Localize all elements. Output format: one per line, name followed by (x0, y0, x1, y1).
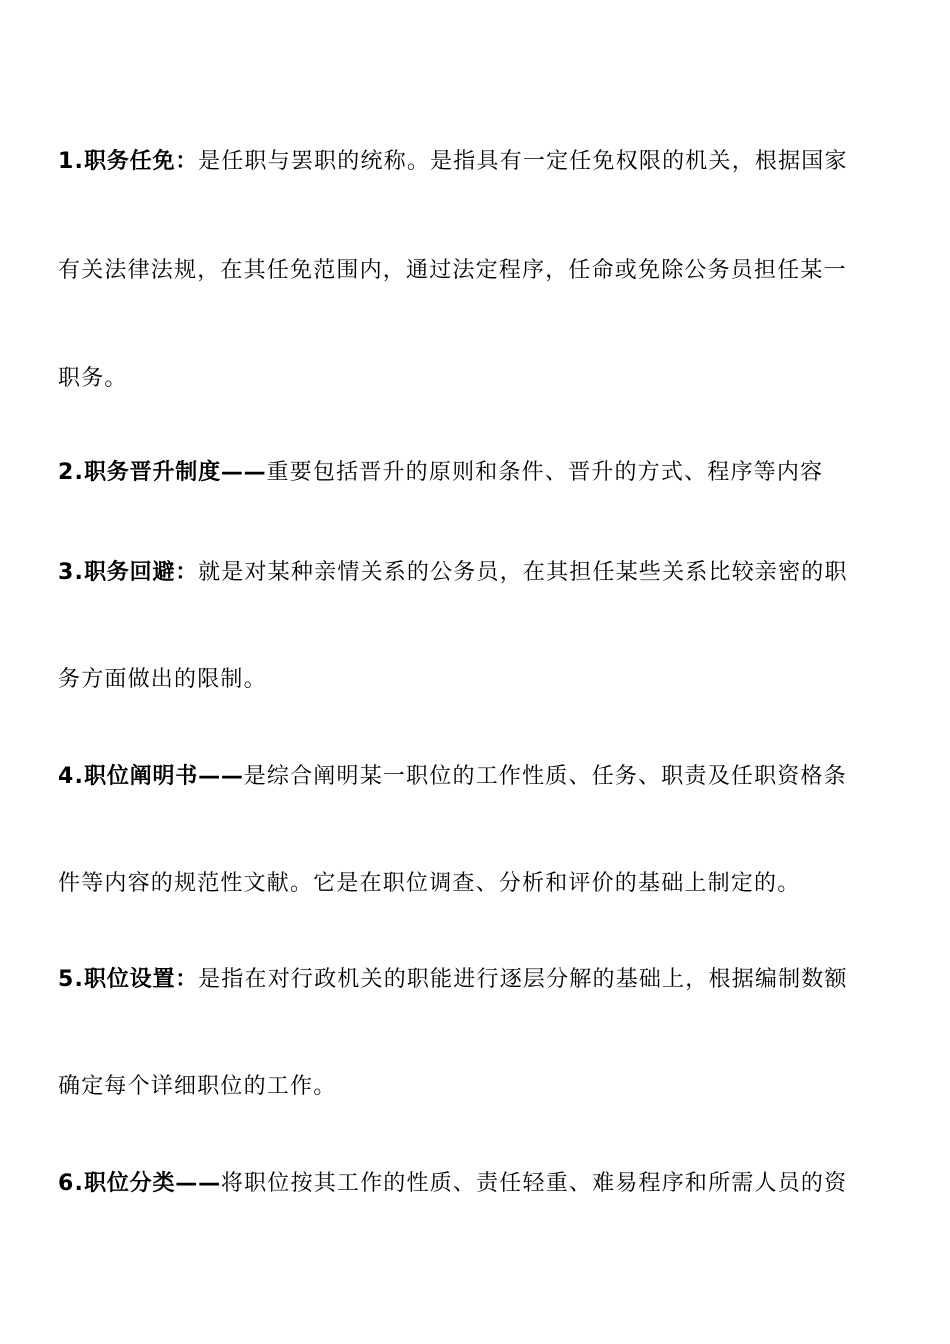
entry-3-line-1 (58, 553, 898, 593)
entry-2-number: 2. (58, 460, 85, 485)
entry-4-term: 职位阐明书—— (84, 764, 244, 789)
entry-1-term: 职务任免： (84, 149, 199, 174)
entry-1-line-2 (58, 251, 898, 291)
entry-5-term: 职位设置： (84, 967, 199, 992)
entry-3-text-1: 就是对某种亲情关系的公务员，在其担任某些关系比较亲密的职 (198, 560, 848, 585)
entry-5-text-1: 是指在对行政机关的职能进行逐层分解的基础上，根据编制数额 (198, 967, 848, 992)
entry-1-text-2: 有关法律法规，在其任免范围内，通过法定程序，任命或免除公务员担任某一 (58, 258, 847, 283)
entry-1-line-3 (58, 359, 898, 399)
entry-3-number: 3. (58, 560, 85, 585)
entry-4-text-2: 件等内容的规范性文献。它是在职位调查、分析和评价的基础上制定的。 (58, 871, 801, 896)
entry-2-line-1 (58, 453, 898, 493)
entry-1-text-3: 职务。 (58, 366, 128, 391)
entry-4-line-1 (58, 757, 898, 797)
entry-3-text-2: 务方面做出的限制。 (58, 667, 267, 692)
entry-4-text-1: 是综合阐明某一职位的工作性质、任务、职责及任职资格条 (243, 764, 847, 789)
entry-6-number: 6. (58, 1171, 85, 1196)
entry-1-number: 1. (58, 149, 85, 174)
entry-6-text-1: 将职位按其工作的性质、责任轻重、难易程序和所需人员的资 (220, 1171, 848, 1196)
entry-3-term: 职务回避： (84, 560, 199, 585)
entry-5-text-2: 确定每个详细职位的工作。 (58, 1074, 337, 1099)
entry-1-line-1 (58, 142, 898, 182)
entry-5-number: 5. (58, 967, 85, 992)
entry-4-line-2 (58, 864, 898, 904)
entry-2-text-1: 重要包括晋升的原则和条件、晋升的方式、程序等内容 (266, 460, 824, 485)
entry-5-line-2 (58, 1067, 898, 1107)
entry-6-line-1 (58, 1164, 898, 1204)
entry-1-text-1: 是任职与罢职的统称。是指具有一定任免权限的机关，根据国家 (198, 149, 848, 174)
entry-5-line-1 (58, 960, 898, 1000)
entry-6-term: 职位分类—— (84, 1171, 221, 1196)
entry-2-term: 职务晋升制度—— (84, 460, 267, 485)
entry-3-line-2 (58, 660, 898, 700)
entry-4-number: 4. (58, 764, 85, 789)
